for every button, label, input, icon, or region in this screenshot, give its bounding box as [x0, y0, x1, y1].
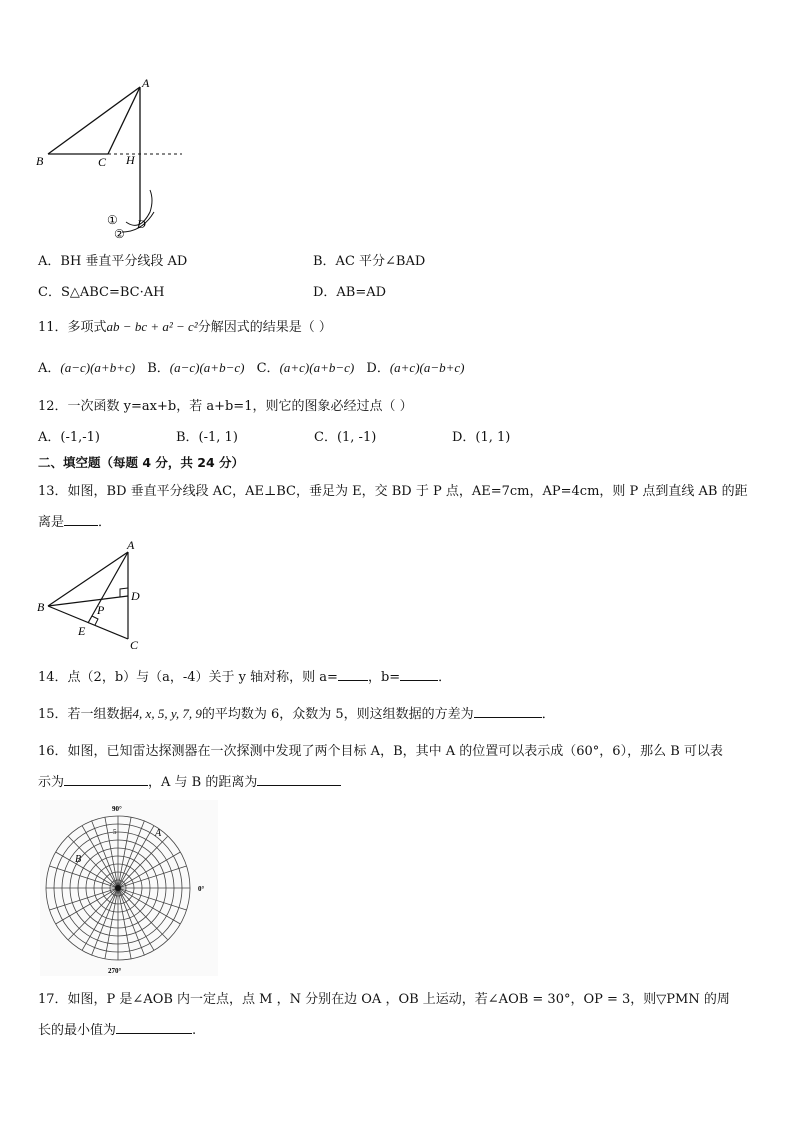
- label-B: B: [37, 600, 45, 614]
- q17-line-1: 17．如图，P 是∠AOB 内一定点，点 M ，N 分别在边 OA ，OB 上运动，若∠AOB = 30°，OP = 3，则▽PMN 的周: [38, 992, 730, 1007]
- q15-data: 4, x, 5, y, 7, 9: [132, 706, 202, 721]
- q12-option-c: C．(1, -1): [314, 430, 377, 445]
- q12-option-b: B．(-1, 1): [176, 430, 238, 445]
- q11-stem-suffix: 分解因式的结果是（ ）: [197, 320, 332, 335]
- q16-radar-figure: [40, 800, 218, 976]
- label-B: B: [36, 154, 44, 168]
- radar-ring-label: 5: [113, 828, 117, 836]
- q16-line-1: 16．如图，已知雷达探测器在一次探测中发现了两个目标 A，B，其中 A 的位置可以表示成（60°，6），那么 B 可以表: [38, 744, 723, 759]
- q11-stem: [38, 316, 332, 335]
- label-D: D: [131, 589, 140, 603]
- q16-line-2: 示为 ，A 与 B 的距离为: [38, 771, 341, 790]
- q17-answer-blank[interactable]: [116, 1021, 192, 1034]
- radar-label-0: 0°: [198, 885, 205, 893]
- label-arc-2: ②: [114, 227, 125, 241]
- q11-options: [38, 357, 465, 376]
- q10-option-d: D．AB=AD: [313, 285, 387, 300]
- segment-AE: [88, 552, 128, 623]
- label-H: H: [126, 153, 135, 167]
- q13-line-1: 13．如图，BD 垂直平分线段 AC，AE⊥BC，垂足为 E，交 BD 于 P 点，AE=7cm，AP=4cm，则 P 点到直线 AB 的距: [38, 484, 748, 499]
- segment-BA: [48, 87, 140, 154]
- q10-figure: [30, 72, 190, 244]
- q17-line-2: 长的最小值为 .: [38, 1023, 197, 1038]
- q11-option-a: A．(a−c)(a+b+c): [38, 360, 136, 376]
- q12-stem: 12．一次函数 y=ax+b，若 a+b=1，则它的图象必经过点（ ）: [38, 399, 413, 414]
- q12-option-d: D．(1, 1): [452, 430, 511, 445]
- q11-option-d: D．(a+c)(a−b+c): [366, 360, 465, 376]
- label-C: C: [130, 638, 139, 652]
- q10-option-c: C．S△ABC=BC·AH: [38, 285, 165, 300]
- q14-text: 14．点（2，b）与（a，-4）关于 y 轴对称，则 a= ，b= ．: [38, 670, 452, 685]
- q13-figure: [34, 536, 154, 656]
- label-A: A: [142, 76, 150, 90]
- segment-CA: [108, 87, 140, 154]
- q11-stem-prefix: 11．多项式: [38, 320, 107, 335]
- right-angle-mark-E: [92, 616, 98, 625]
- q11-option-c: C．(a+c)(a+b−c): [256, 360, 355, 376]
- label-arc-1: ①: [107, 213, 118, 227]
- q15-answer-blank[interactable]: [474, 705, 542, 718]
- label-C: C: [98, 155, 107, 169]
- q13-line-2: 离是 ．: [38, 515, 112, 530]
- radar-center: [115, 885, 121, 891]
- q11-option-b: B．(a−c)(a+b−c): [147, 360, 245, 376]
- q12-option-a: A．(-1,-1): [38, 430, 100, 445]
- q14-answer-b-blank[interactable]: [400, 668, 438, 681]
- q11-expression: ab − bc + a² − c²: [106, 319, 198, 334]
- q15-text: 15．若一组数据4, x, 5, y, 7, 9的平均数为 6，众数为 5，则这组数据的方差为 ．: [38, 706, 555, 722]
- radar-target-B: B: [75, 854, 82, 865]
- q16-answer-distance-blank[interactable]: [257, 773, 341, 786]
- label-P: P: [97, 603, 105, 617]
- radar-label-270: 270°: [108, 967, 122, 975]
- q14-answer-a-blank[interactable]: [338, 668, 368, 681]
- radar-label-90: 90°: [112, 805, 122, 813]
- label-D: D: [137, 217, 146, 231]
- label-A: A: [127, 538, 135, 552]
- q13-answer-blank[interactable]: [64, 513, 98, 526]
- q10-option-b: B．AC 平分∠BAD: [313, 254, 426, 269]
- q10-option-a: A．BH 垂直平分线段 AD: [38, 254, 188, 269]
- radar-target-A: A: [155, 828, 162, 839]
- label-E: E: [78, 624, 86, 638]
- section-2-title: 二、填空题（每题 4 分，共 24 分）: [38, 455, 245, 470]
- q16-answer-b-blank[interactable]: [64, 773, 148, 786]
